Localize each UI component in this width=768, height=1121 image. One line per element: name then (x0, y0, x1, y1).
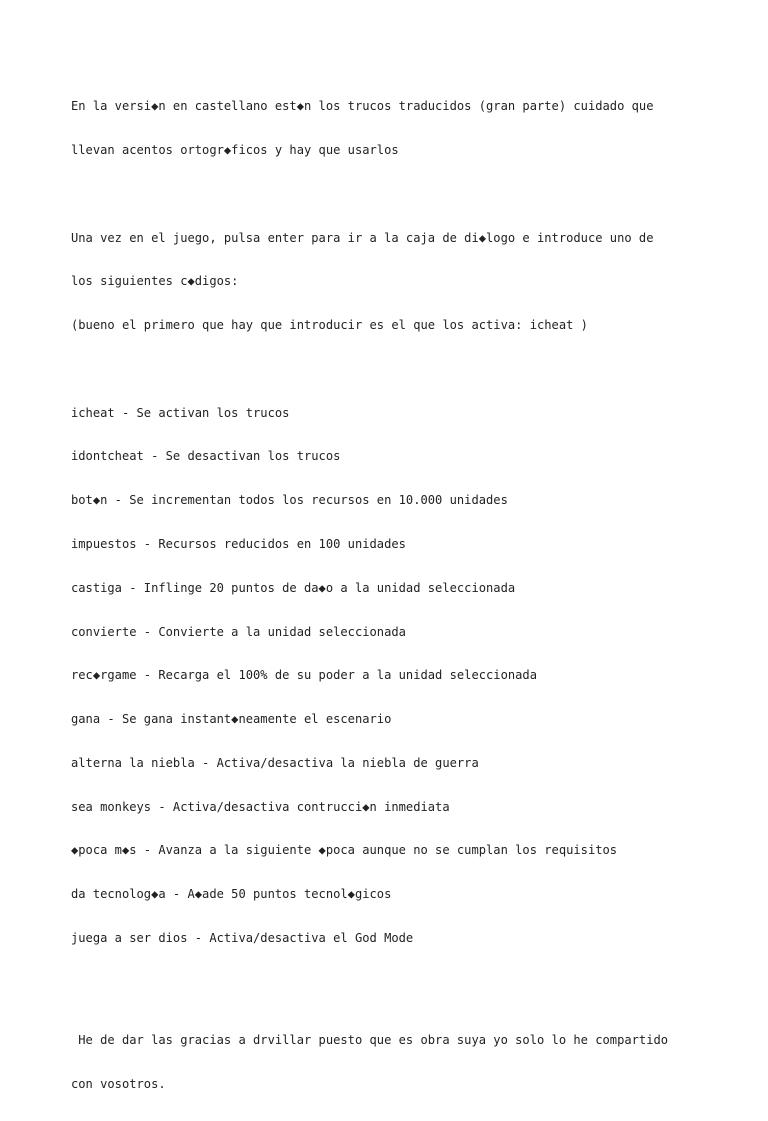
cheat-line: bot◆n - Se incrementan todos los recursos en 10.000 unidades (71, 493, 508, 508)
cheat-line: ◆poca m◆s - Avanza a la siguiente ◆poca aunque no se cumplan los requisitos (71, 843, 618, 858)
cheat-line: sea monkeys - Activa/desactiva contrucci◆n inmediata (71, 799, 450, 814)
intro-line: En la versi◆n en castellano est◆n los trucos traducidos (gran parte) cuidado que (71, 99, 654, 114)
cheat-line: castiga - Inflinge 20 puntos de da◆o a la unidad seleccionada (71, 580, 516, 595)
paragraph-gap (71, 975, 731, 1004)
cheat-line: icheat - Se activan los trucos (71, 405, 290, 420)
intro-line: llevan acentos ortogr◆ficos y hay que usarlos (71, 142, 399, 157)
thanks-line: He de dar las gracias a drvillar puesto que es obra suya yo solo lo he compartido (71, 1033, 669, 1048)
cheat-line: alterna la niebla - Activa/desactiva la niebla de guerra (71, 755, 479, 770)
instructions-line: los siguientes c◆digos: (71, 274, 239, 289)
document-text (71, 70, 731, 1121)
cheat-line: rec◆rgame - Recarga el 100% de su poder a la unidad seleccionada (71, 668, 537, 683)
cheat-line: impuestos - Recursos reducidos en 100 unidades (71, 537, 406, 551)
cheat-line: gana - Se gana instant◆neamente el escenario (71, 712, 392, 727)
instructions-line: (bueno el primero que hay que introducir es el que los activa: icheat ) (71, 318, 588, 333)
cheat-line: convierte - Convierte a la unidad seleccionada (71, 624, 406, 639)
thanks-line: con vosotros. (71, 1076, 166, 1091)
paragraph-gap (71, 362, 731, 377)
cheat-line: juega a ser dios - Activa/desactiva el God Mode (71, 931, 414, 946)
paragraph-gap (71, 187, 731, 202)
instructions-line: Una vez en el juego, pulsa enter para ir a la caja de di◆logo e introduce uno de (71, 230, 654, 245)
cheat-line: da tecnolog◆a - A◆ade 50 puntos tecnol◆gicos (71, 887, 392, 902)
cheat-line: idontcheat - Se desactivan los trucos (71, 449, 341, 464)
